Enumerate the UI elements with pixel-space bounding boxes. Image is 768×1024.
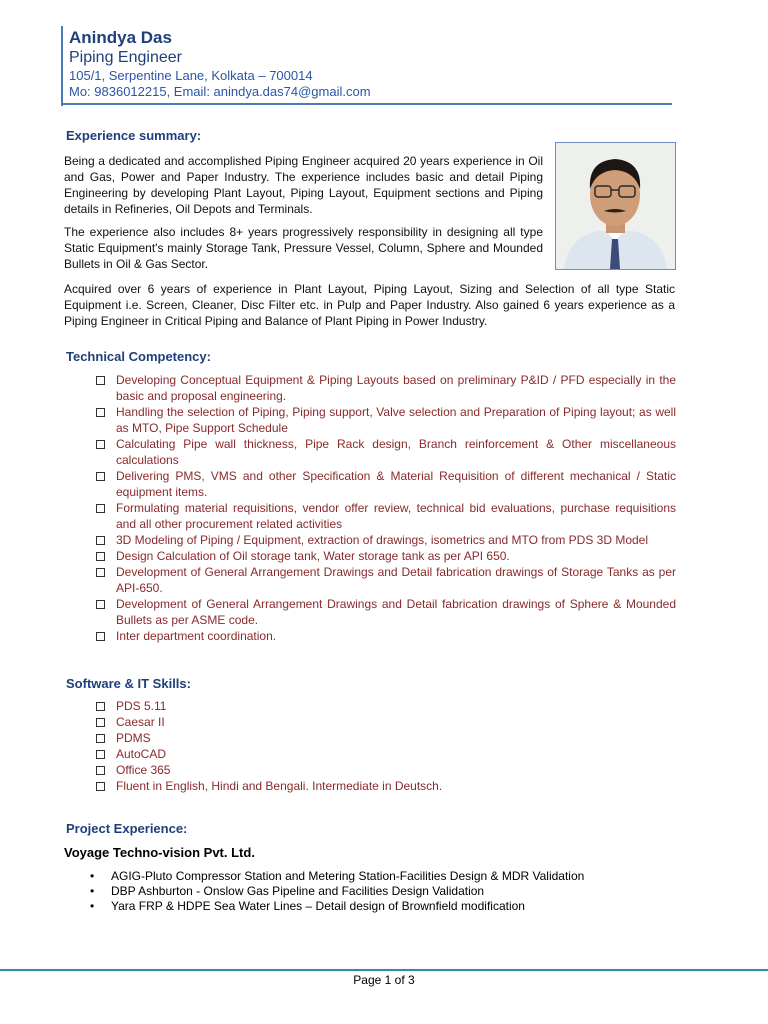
company-name: Voyage Techno-vision Pvt. Ltd. — [64, 845, 255, 860]
list-item: Design Calculation of Oil storage tank, Water storage tank as per API 650. — [94, 548, 676, 564]
header-divider — [61, 103, 672, 105]
technical-competency-list — [94, 372, 676, 644]
list-item: AutoCAD — [94, 746, 676, 762]
list-item: • Yara FRP & HDPE Sea Water Lines – Detail design of Brownfield modification — [90, 899, 690, 914]
summary-paragraph-2: The experience also includes 8+ years progressively responsibility in designing all type Static Equipment's mainly Storage Tank, Pressure Vessel, Column, Sphere and Mounded Bullets in Oil & Gas Sector. — [64, 225, 543, 271]
technical-competency-heading: Technical Competency: — [66, 349, 211, 364]
summary-paragraph-3: Acquired over 6 years of experience in Plant Layout, Piping Layout, Sizing and Selection of all type Static Equipment i.e. Screen, Cleaner, Disc Filter etc. in Pulp and Paper Industry. Also gained 6 years experience as a Piping Engineer in Critical Piping and Balance of Plant Piping in Power Industry. — [64, 282, 675, 328]
page-number: Page 1 of 3 — [353, 973, 415, 987]
list-item: 3D Modeling of Piping / Equipment, extraction of drawings, isometrics and MTO from PDS 3D Model — [94, 532, 676, 548]
project-list — [90, 869, 690, 914]
software-skills-list — [94, 698, 676, 794]
list-item: Development of General Arrangement Drawings and Detail fabrication drawings of Sphere & Mounded Bullets as per ASME code. — [94, 596, 676, 628]
footer-divider — [0, 969, 768, 971]
experience-summary-heading: Experience summary: — [66, 128, 202, 143]
address: 105/1, Serpentine Lane, Kolkata – 700014 — [69, 68, 313, 83]
list-item: Handling the selection of Piping, Piping support, Valve selection and Preparation of Piping layout; as well as MTO, Pipe Support Schedule — [94, 404, 676, 436]
list-item: • AGIG-Pluto Compressor Station and Metering Station-Facilities Design & MDR Validation — [90, 869, 690, 884]
project-experience-heading: Project Experience: — [66, 821, 188, 836]
software-skills-heading: Software & IT Skills: — [66, 676, 191, 691]
header — [69, 28, 371, 100]
list-item: Developing Conceptual Equipment & Piping Layouts based on preliminary P&ID / PFD especially in the basic and proposal engineering. — [94, 372, 676, 404]
profile-photo — [555, 142, 676, 270]
list-item: Calculating Pipe wall thickness, Pipe Rack design, Branch reinforcement & Other miscellaneous calculations — [94, 436, 676, 468]
list-item: PDS 5.11 — [94, 698, 676, 714]
list-item: Inter department coordination. — [94, 628, 676, 644]
header-accent-bar — [61, 26, 63, 106]
list-item: Formulating material requisitions, vendor offer review, technical bid evaluations, purchase requisitions and all other procurement related activities — [94, 500, 676, 532]
contact-info: Mo: 9836012215, Email: anindya.das74@gmail.com — [69, 84, 371, 99]
list-item: Development of General Arrangement Drawings and Detail fabrication drawings of Storage Tanks as per API-650. — [94, 564, 676, 596]
candidate-name: Anindya Das — [69, 28, 172, 47]
list-item: Caesar II — [94, 714, 676, 730]
list-item: Office 365 — [94, 762, 676, 778]
list-item: • DBP Ashburton - Onslow Gas Pipeline and Facilities Design Validation — [90, 884, 690, 899]
list-item: Fluent in English, Hindi and Bengali. Intermediate in Deutsch. — [94, 778, 676, 794]
summary-paragraph-1: Being a dedicated and accomplished Piping Engineer acquired 20 years experience in Oil and Gas, Power and Paper Industry. The experience includes basic and detail Piping Engineering by developing Plant Layout, Piping Layout, Equipment sections and Piping details in Refineries, Oil Depots and Terminals. — [64, 154, 543, 216]
list-item: Delivering PMS, VMS and other Specification & Material Requisition of different mechanical / Static equipment items. — [94, 468, 676, 500]
list-item: PDMS — [94, 730, 676, 746]
job-title: Piping Engineer — [69, 49, 182, 66]
